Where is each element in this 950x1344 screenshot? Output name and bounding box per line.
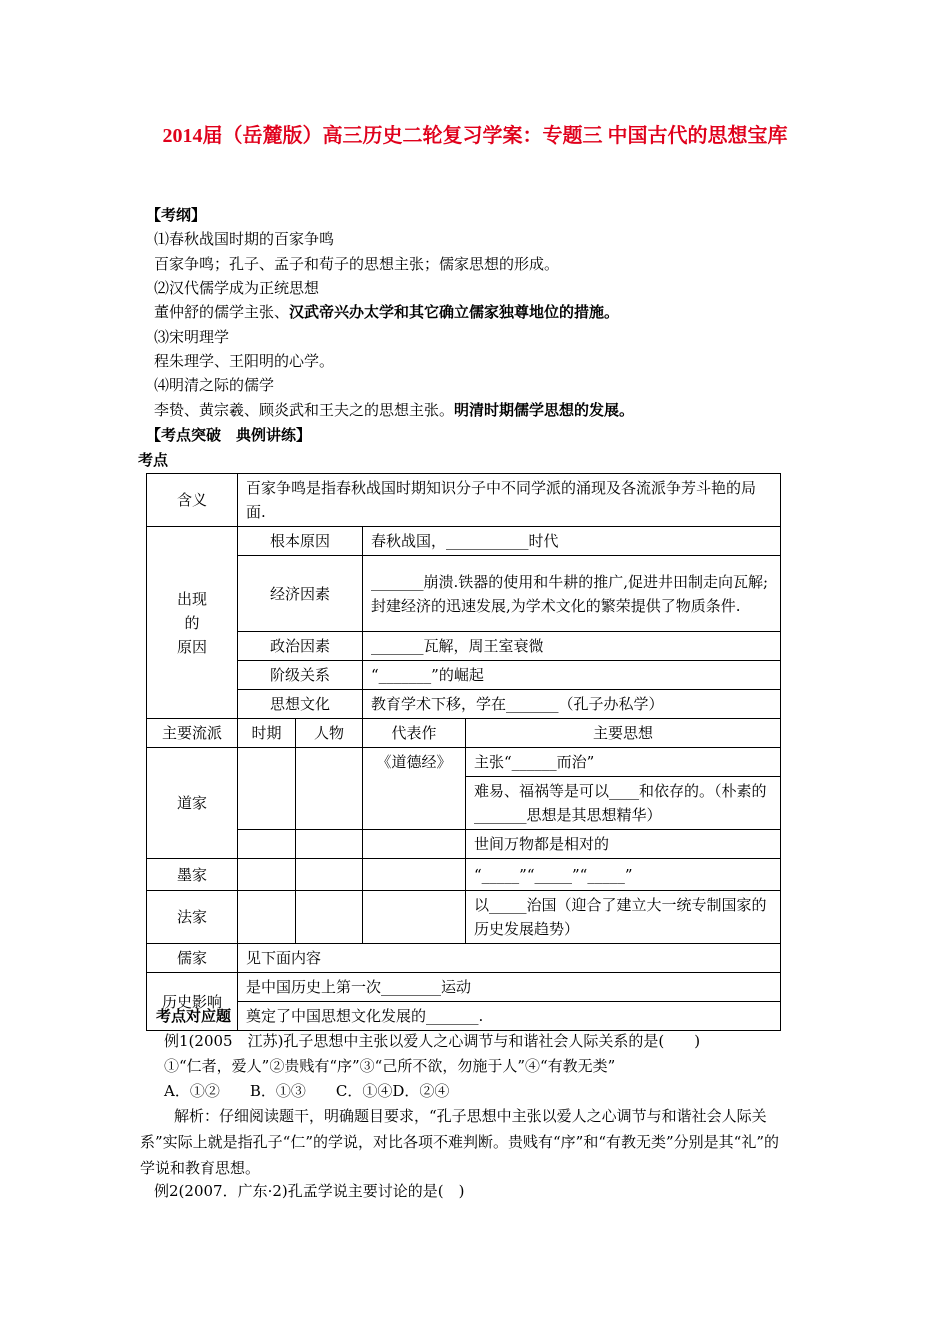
cell-dao-person bbox=[296, 748, 363, 830]
cell-reason-label bbox=[147, 527, 238, 719]
reason-label-line-3: 原因 bbox=[176, 637, 207, 656]
cell-fa-period bbox=[238, 891, 296, 944]
cell-fajia-label: 法家 bbox=[147, 891, 238, 944]
cell-jieji-label: 阶级关系 bbox=[238, 661, 363, 690]
cell-jieji-text: “_______”的崛起 bbox=[363, 661, 781, 690]
cell-genben-label: 根本原因 bbox=[238, 527, 363, 556]
cell-yingxiang-label: 历史影响 bbox=[147, 973, 238, 1031]
example-1-choices: A．①② B．①③ C．①④D．②④ bbox=[164, 1082, 450, 1100]
outline-line-4 bbox=[154, 302, 619, 322]
kaodian-label: 考点 bbox=[138, 451, 169, 469]
example-1-options: ①“仁者，爱人”②贵贱有“序”③“己所不欲，勿施于人”④“有教无类” bbox=[164, 1057, 616, 1075]
cell-dao-idea-2: 难易、福祸等是可以____和依存的。（朴素的_______思想是其思想精华） bbox=[466, 777, 781, 830]
cell-dao-period bbox=[238, 748, 296, 830]
cell-zhengzhi-text: _______瓦解，周王室衰微 bbox=[363, 632, 781, 661]
outline-line-3: ⑵汉代儒学成为正统思想 bbox=[154, 279, 320, 297]
outline-line-6: 程朱理学、王阳明的心学。 bbox=[154, 352, 335, 370]
outline-line-8-normal: 李贽、黄宗羲、顾炎武和王夫之的思想主张。 bbox=[154, 401, 455, 419]
document-title: 2014届（岳麓版）高三历史二轮复习学案：专题三 中国古代的思想宝库 bbox=[162, 125, 788, 147]
cell-yingxiang-1: 是中国历史上第一次________运动 bbox=[238, 973, 781, 1002]
outline-heading: 【考纲】 bbox=[146, 206, 207, 224]
cell-fa-work bbox=[363, 891, 466, 944]
cell-sixiang-label: 思想文化 bbox=[238, 690, 363, 719]
exercise-heading: 考点对应题 bbox=[156, 1007, 232, 1025]
cell-jingji-label: 经济因素 bbox=[238, 556, 363, 632]
cell-dao-work-2 bbox=[363, 830, 466, 859]
outline-line-8-bold: 明清时期儒学思想的发展。 bbox=[454, 401, 635, 419]
cell-jingji-text: _______崩溃.铁器的使用和牛耕的推广,促进井田制走向瓦解;封建经济的迅速发展,为学术文化的繁荣提供了物质条件. bbox=[363, 556, 781, 632]
cell-mojia-label: 墨家 bbox=[147, 859, 238, 891]
outline-line-8 bbox=[154, 400, 634, 420]
example-1-analysis: 解析：仔细阅读题干，明确题目要求，“孔子思想中主张以爱人之心调节与和谐社会人际关系”实际上就是指孔子“仁”的学说，对比各项不难判断。贵贱有“序”和“有教无类”分别是其“礼”的学说和教育思想。 bbox=[140, 1107, 780, 1177]
cell-mo-work bbox=[363, 859, 466, 891]
cell-rujia-text: 见下面内容 bbox=[238, 944, 781, 973]
summary-table bbox=[146, 473, 781, 1031]
header-work: 代表作 bbox=[363, 719, 466, 748]
cell-hanyi-label: 含义 bbox=[147, 474, 238, 527]
cell-mo-person bbox=[296, 859, 363, 891]
cell-hanyi-text: 百家争鸣是指春秋战国时期知识分子中不同学派的涌现及各流派争芳斗艳的局面. bbox=[238, 474, 781, 527]
header-period: 时期 bbox=[238, 719, 296, 748]
cell-yingxiang-2: 奠定了中国思想文化发展的_______. bbox=[238, 1002, 781, 1031]
outline-line-7: ⑷明清之际的儒学 bbox=[154, 376, 275, 394]
outline-line-1: ⑴春秋战国时期的百家争鸣 bbox=[154, 230, 335, 248]
reason-label-line-1: 出现 bbox=[176, 589, 207, 608]
cell-genben-text: 春秋战国，___________时代 bbox=[363, 527, 781, 556]
section-heading: 【考点突破 典例讲练】 bbox=[146, 426, 312, 444]
cell-zhengzhi-label: 政治因素 bbox=[238, 632, 363, 661]
cell-dao-idea-1: 主张“______而治” bbox=[466, 748, 781, 777]
cell-mo-period bbox=[238, 859, 296, 891]
header-idea: 主要思想 bbox=[466, 719, 781, 748]
cell-fa-person bbox=[296, 891, 363, 944]
cell-fa-idea: 以_____治国（迎合了建立大一统专制国家的历史发展趋势） bbox=[466, 891, 781, 944]
outline-line-4-normal: 董仲舒的儒学主张、 bbox=[154, 303, 290, 321]
outline-line-2: 百家争鸣；孔子、孟子和荀子的思想主张；儒家思想的形成。 bbox=[154, 255, 560, 273]
cell-daojia-label: 道家 bbox=[147, 748, 238, 859]
outline-line-4-bold: 汉武帝兴办太学和其它确立儒家独尊地位的措施。 bbox=[289, 303, 620, 321]
example-1-question: 例1(2005 江苏)孔子思想中主张以爱人之心调节与和谐社会人际关系的是( ) bbox=[164, 1032, 701, 1050]
cell-rujia-label: 儒家 bbox=[147, 944, 238, 973]
cell-dao-period-2 bbox=[238, 830, 296, 859]
cell-mo-idea: “_____”“_____”“_____” bbox=[466, 859, 781, 891]
cell-dao-person-2 bbox=[296, 830, 363, 859]
outline-line-5: ⑶宋明理学 bbox=[154, 328, 230, 346]
cell-sixiang-text: 教育学术下移，学在_______（孔子办私学） bbox=[363, 690, 781, 719]
cell-dao-idea-3: 世间万物都是相对的 bbox=[466, 830, 781, 859]
header-person: 人物 bbox=[296, 719, 363, 748]
cell-dao-work: 《道德经》 bbox=[363, 748, 466, 830]
reason-label-line-2: 的 bbox=[184, 613, 200, 632]
example-2-question: 例2(2007．广东·2)孔孟学说主要讨论的是( ) bbox=[154, 1182, 465, 1200]
header-school: 主要流派 bbox=[147, 719, 238, 748]
